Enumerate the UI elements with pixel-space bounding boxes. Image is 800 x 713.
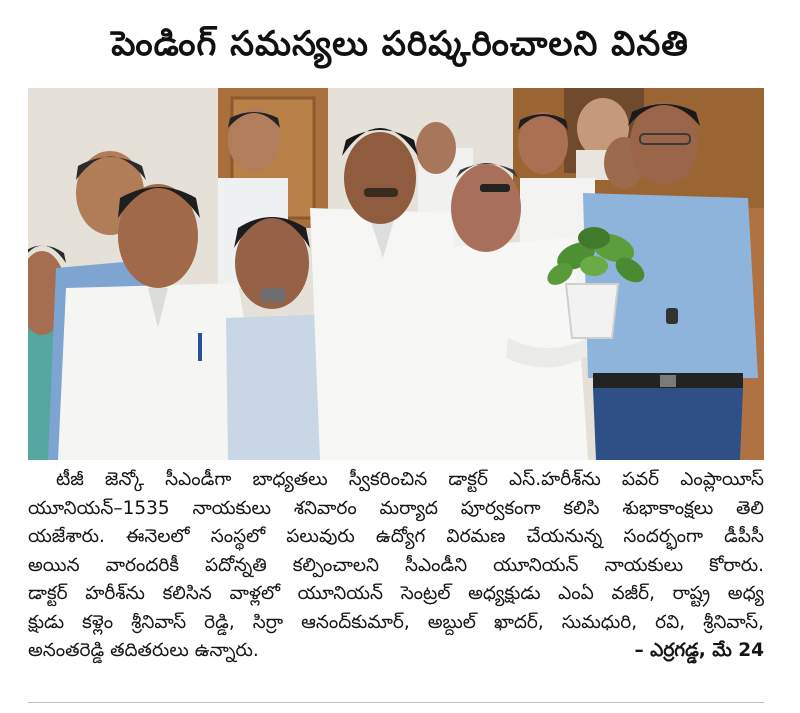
article-line: యజేశారు. ఈనెలలో సంస్థలో పలువురు ఉద్యోగ విరమణ చేయనున్న సందర్భంగా డీపీసీ	[28, 526, 764, 547]
article-line: డాక్టర్ హరీశ్‌ను కలిసిన వాళ్లలో యూనియన్ సెంట్రల్ అధ్యక్షుడు ఎంఏ వజీర్, రాష్ట్ర అధ్య	[28, 583, 764, 604]
article-headline: పెండింగ్ సమస్యలు పరిష్కరించాలని వినతి	[111, 24, 689, 64]
article-line	[28, 637, 764, 666]
news-photo	[28, 88, 764, 460]
dateline: – ఎర్రగడ్డ, మే 24	[634, 640, 764, 661]
article-body	[28, 466, 764, 696]
article-last-line-text: అనంతరెడ్డి తదితరులు ఉన్నారు.	[28, 640, 259, 661]
article-line: అయిన వారందరికీ పదోన్నతి కల్పించాలని సీఎండీని యూనియన్ నాయకులు కోరారు.	[28, 554, 764, 576]
article-line: టీజీ జెన్కో సీఎండీగా బాధ్యతలు స్వీకరించిన డాక్టర్ ఎస్.హరీశ్‌ను పవర్ ఎంప్లాయీస్	[56, 469, 764, 490]
article-line: క్షుడు కళ్లెం శ్రీనివాస్ రెడ్డి, సిర్రా ఆనంద్‌కుమార్, అబ్దుల్ ఖాదర్, సుమధురి, రవి, శ్రీనివాస్,	[28, 611, 764, 633]
article-line: యూనియన్–1535 నాయకులు శనివారం మర్యాద పూర్వకంగా కలిసి శుభాకాంక్షలు తెలి	[28, 497, 764, 519]
bottom-divider	[28, 702, 764, 703]
